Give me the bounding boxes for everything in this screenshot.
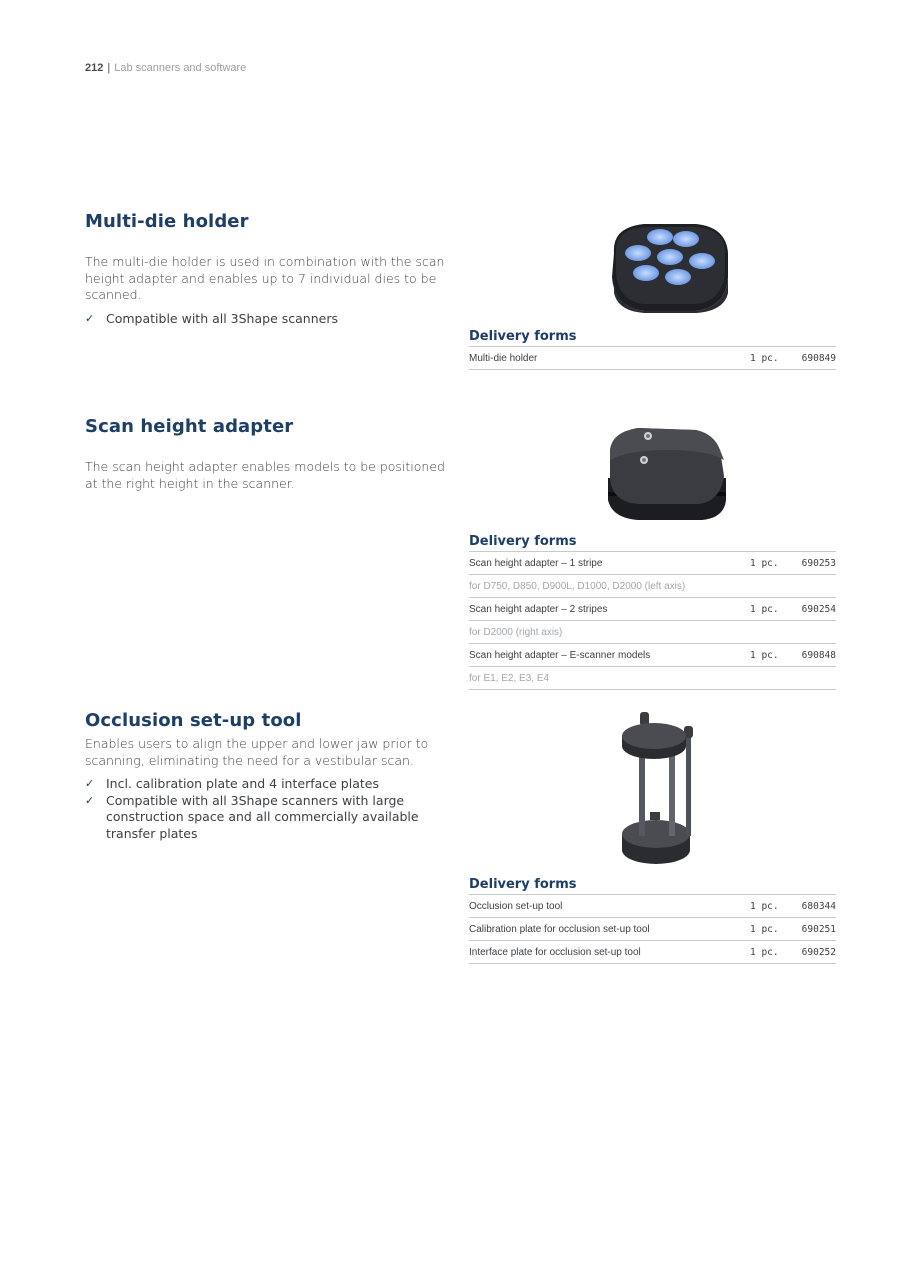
section-description-multi-die-holder: The multi-die holder is used in combination with the scan height adapter and enables up to 7 individual dies to be scanned. xyxy=(85,254,445,302)
section-title-scan-height-adapter: Scan height adapter xyxy=(85,416,294,437)
product-quantity: 1 pc. xyxy=(750,947,779,958)
feature-list-occlusion-setup-tool xyxy=(85,776,445,842)
table-row xyxy=(469,552,836,575)
product-code: 690254 xyxy=(801,604,836,615)
header-separator: | xyxy=(107,62,111,74)
running-header xyxy=(85,62,246,74)
table-row xyxy=(469,347,836,370)
occlusion-setup-tool-image xyxy=(612,708,704,873)
product-name: Interface plate for occlusion set-up tool xyxy=(469,947,641,958)
product-name: Multi-die holder xyxy=(469,353,538,364)
header-section: Lab scanners and software xyxy=(114,62,247,74)
product-code: 690252 xyxy=(801,947,836,958)
table-row-note xyxy=(469,575,836,598)
compatibility-note: for E1, E2, E3, E4 xyxy=(469,673,550,684)
section-title-multi-die-holder: Multi-die holder xyxy=(85,211,249,232)
product-name: Occlusion set-up tool xyxy=(469,901,563,912)
delivery-forms-multi-die-holder xyxy=(469,329,836,370)
product-code: 680344 xyxy=(801,901,836,912)
product-name: Calibration plate for occlusion set-up tool xyxy=(469,924,650,935)
feature-list-multi-die-holder xyxy=(85,311,445,328)
product-quantity: 1 pc. xyxy=(750,558,779,569)
feature-item xyxy=(85,311,445,328)
table-row xyxy=(469,918,836,941)
page-number: 212 xyxy=(85,62,104,74)
product-name: Scan height adapter – E-scanner models xyxy=(469,650,651,661)
table-row xyxy=(469,895,836,918)
section-description-scan-height-adapter: The scan height adapter enables models to be positioned at the right height in the scanner. xyxy=(85,459,445,491)
product-quantity: 1 pc. xyxy=(750,901,779,912)
compatibility-note: for D750, D850, D900L, D1000, D2000 (left axis) xyxy=(469,581,686,592)
table-row xyxy=(469,644,836,667)
product-code: 690251 xyxy=(801,924,836,935)
scan-height-adapter-image xyxy=(598,420,738,528)
section-title-occlusion-setup-tool: Occlusion set-up tool xyxy=(85,710,302,731)
product-quantity: 1 pc. xyxy=(750,650,779,661)
check-icon: ✓ xyxy=(85,793,95,807)
product-name: Scan height adapter – 2 stripes xyxy=(469,604,608,615)
product-code: 690849 xyxy=(801,353,836,364)
delivery-forms-title: Delivery forms xyxy=(469,534,836,552)
feature-text: Compatible with all 3Shape scanners with large construction space and all commercially available transfer plates xyxy=(106,792,419,841)
feature-text: Incl. calibration plate and 4 interface plates xyxy=(106,776,379,791)
delivery-forms-title: Delivery forms xyxy=(469,329,836,347)
compatibility-note: for D2000 (right axis) xyxy=(469,627,563,638)
product-quantity: 1 pc. xyxy=(750,924,779,935)
delivery-forms-scan-height-adapter xyxy=(469,534,836,690)
product-name: Scan height adapter – 1 stripe xyxy=(469,558,603,569)
feature-text: Compatible with all 3Shape scanners xyxy=(106,311,338,326)
table-row-note xyxy=(469,667,836,690)
product-code: 690253 xyxy=(801,558,836,569)
table-row xyxy=(469,941,836,964)
table-row-note xyxy=(469,621,836,644)
check-icon: ✓ xyxy=(85,777,95,790)
product-code: 690848 xyxy=(801,650,836,661)
feature-item xyxy=(85,793,445,843)
table-row xyxy=(469,598,836,621)
product-quantity: 1 pc. xyxy=(750,604,779,615)
multi-die-holder-image xyxy=(600,215,740,320)
section-description-occlusion-setup-tool: Enables users to align the upper and lower jaw prior to scanning, eliminating the need for a vestibular scan. xyxy=(85,736,429,768)
check-icon: ✓ xyxy=(85,312,95,325)
delivery-forms-occlusion-setup-tool xyxy=(469,877,836,964)
product-quantity: 1 pc. xyxy=(750,353,779,364)
delivery-forms-title: Delivery forms xyxy=(469,877,836,895)
feature-item xyxy=(85,776,445,793)
